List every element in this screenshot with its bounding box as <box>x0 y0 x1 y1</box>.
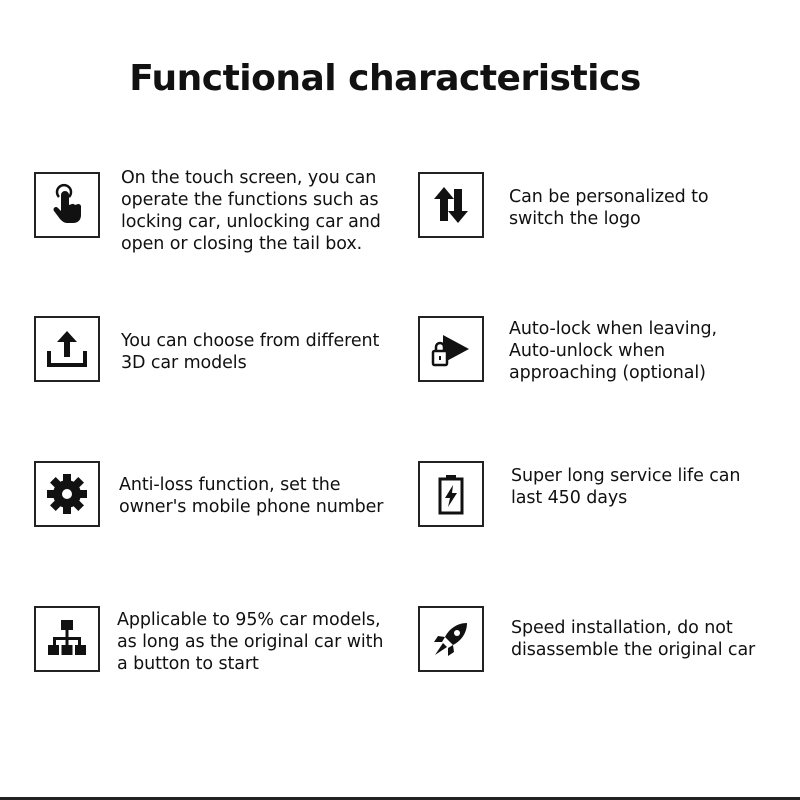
feature-icon-box <box>34 316 100 382</box>
feature-text-auto-lock: Auto-lock when leaving, Auto-unlock when approaching (optional) <box>509 319 718 383</box>
touch-hand-icon <box>45 183 89 227</box>
feature-text-3d-models: You can choose from different 3D car models <box>121 331 380 373</box>
swap-arrows-icon <box>429 183 473 227</box>
feature-icon-box <box>418 316 484 382</box>
feature-text-installation: Speed installation, do not disassemble the original car <box>511 618 756 660</box>
lock-play-icon <box>429 327 473 371</box>
page-title: Functional characteristics <box>129 58 641 99</box>
feature-icon-box <box>418 172 484 238</box>
hierarchy-icon <box>45 617 89 661</box>
upload-icon <box>45 327 89 371</box>
feature-icon-box <box>34 461 100 527</box>
gear-icon <box>45 472 89 516</box>
feature-text-compatibility: Applicable to 95% car models, as long as the original car with a button to start <box>117 610 384 674</box>
feature-icon-box <box>34 172 100 238</box>
feature-icon-box <box>34 606 100 672</box>
feature-icon-box <box>418 606 484 672</box>
rocket-icon <box>429 617 473 661</box>
feature-icon-box <box>418 461 484 527</box>
feature-text-touch: On the touch screen, you can operate the functions such as locking car, unlocking car and open or closing the tail box. <box>121 168 381 254</box>
feature-text-anti-loss: Anti-loss function, set the owner's mobile phone number <box>119 475 384 517</box>
feature-text-battery: Super long service life can last 450 days <box>511 466 741 508</box>
feature-text-logo: Can be personalized to switch the logo <box>509 187 709 229</box>
battery-icon <box>429 472 473 516</box>
